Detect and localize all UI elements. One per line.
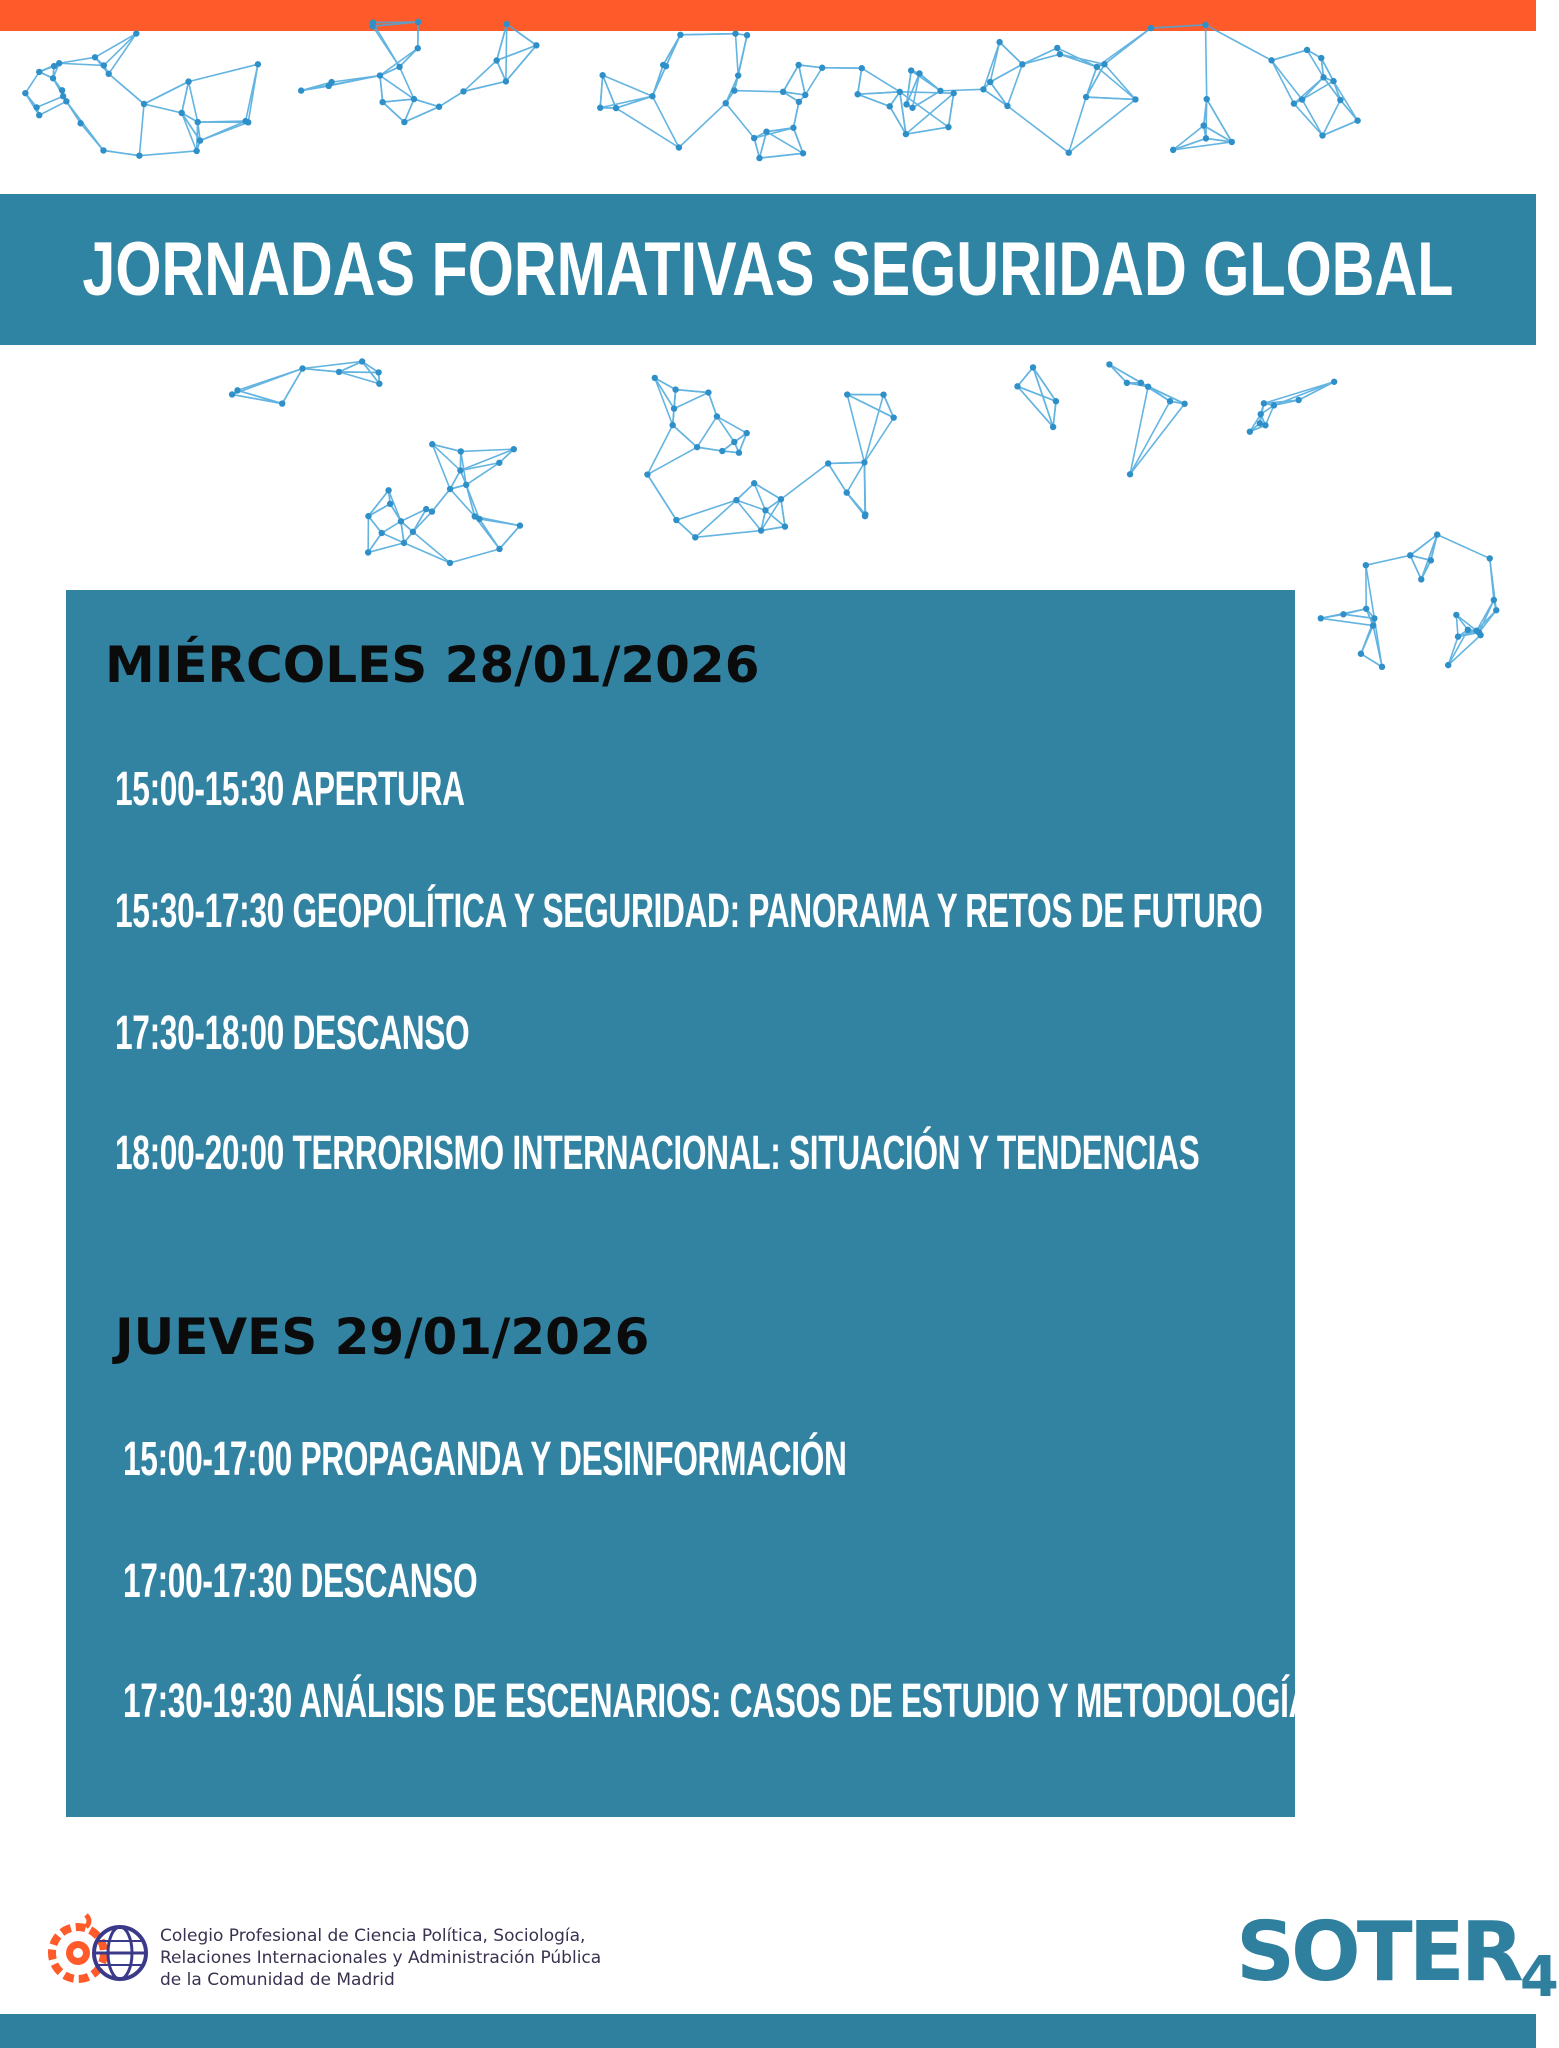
page-title: JORNADAS FORMATIVAS SEGURIDAD GLOBAL (82, 227, 1454, 312)
bottom-accent-strip (0, 2014, 1536, 2048)
colegio-logo-icon (28, 1905, 158, 1995)
brand-sub: 4 (1519, 1945, 1559, 2010)
schedule-item: 15:00-17:00 PROPAGANDA Y DESINFORMACIÓN (123, 1433, 847, 1486)
brand-main: SOTER (1236, 1905, 1520, 2000)
day-heading-wednesday: MIÉRCOLES 28/01/2026 (105, 636, 760, 694)
organization-name (160, 1925, 601, 1991)
schedule-item: 15:00-15:30 APERTURA (115, 763, 465, 816)
org-line: de la Comunidad de Madrid (160, 1970, 395, 1990)
day-heading-thursday: JUEVES 29/01/2026 (115, 1308, 650, 1366)
org-line: Relaciones Internacionales y Administración Pública (160, 1948, 602, 1968)
schedule-panel (66, 590, 1312, 1817)
schedule-item: 17:00-17:30 DESCANSO (123, 1555, 478, 1608)
schedule-item: 17:30-18:00 DESCANSO (115, 1007, 470, 1060)
soter-brand-logo (1236, 1905, 1559, 2010)
org-line: Colegio Profesional de Ciencia Política, Sociología, (160, 1926, 586, 1946)
schedule-item: 15:30-17:30 GEOPOLÍTICA Y SEGURIDAD: PANORAMA Y RETOS DE FUTURO (115, 885, 1263, 938)
schedule-item: 18:00-20:00 TERRORISMO INTERNACIONAL: SITUACIÓN Y TENDENCIAS (115, 1127, 1200, 1180)
schedule-item: 17:30-19:30 ANÁLISIS DE ESCENARIOS: CASOS DE ESTUDIO Y METODOLOGÍA (123, 1675, 1312, 1728)
title-band (0, 194, 1536, 345)
